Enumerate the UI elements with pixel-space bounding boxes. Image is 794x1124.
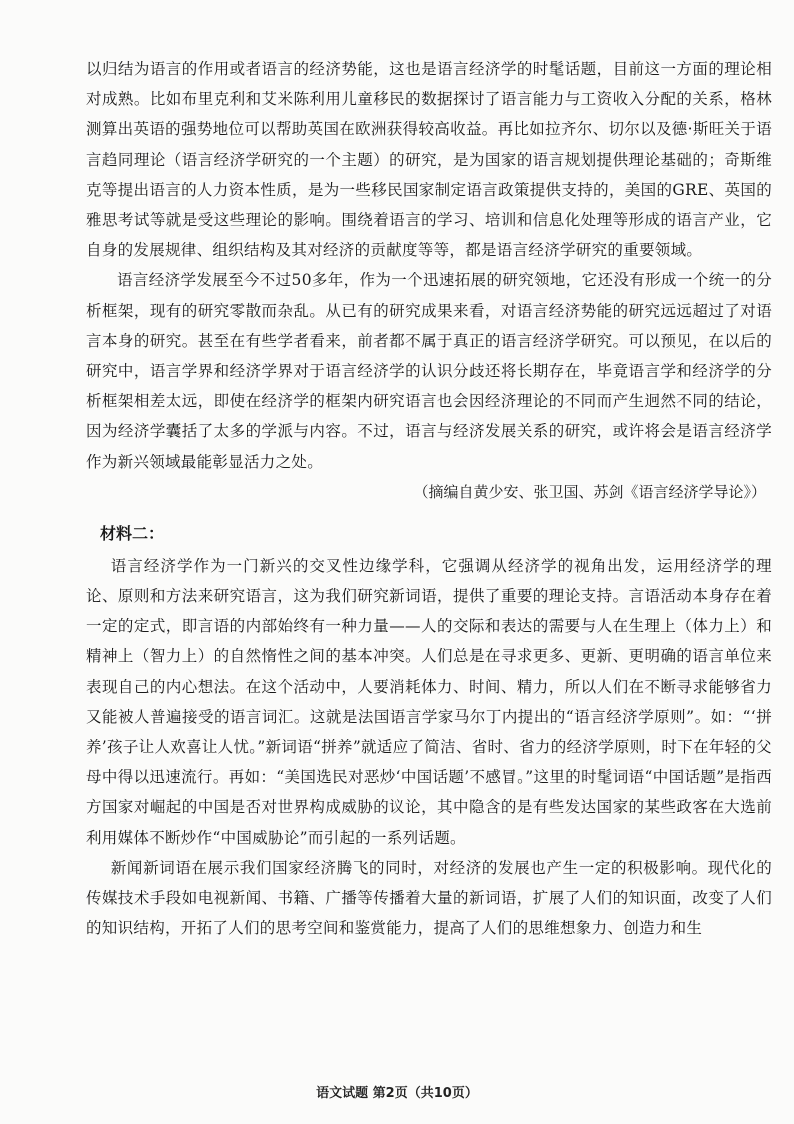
paragraph-material2-news-words: 新闻新词语在展示我们国家经济腾飞的同时，对经济的发展也产生一定的积极影响。现代化的传媒技术手段如电视新闻、书籍、广播等传播着大量的新词语，扩展了人们的知识面，改变了人们的知识结构，开拓了人们的思考空间和鉴赏能力，提高了人们的思维想象力、创造力和生 xyxy=(86,858,772,938)
section-heading-material2: 材料二： xyxy=(100,523,165,543)
page-footer: 语文试题 第2页（共10页） xyxy=(316,1086,478,1101)
source-citation: （摘编自黄少安、张卫国、苏剑《语言经济学导论》） xyxy=(413,482,766,501)
paragraph-material2-intro: 语言经济学作为一门新兴的交叉性边缘学科，它强调从经济学的视角出发，运用经济学的理论、原则和方法来研究语言，这为我们研究新词语，提供了重要的理论支持。言语活动本身存在着一定的定式，即言语的内部始终有一种力量——人的交际和表达的需要与人在生理上（体力上）和精神上（智力上）的自然惰性之间的基本冲突。人们总是在寻求更多、更新、更明确的语言单位来表现自己的内心想法。在这个活动中，人要消耗体力、时间、精力，所以人们在不断寻求能够省力又能被人普遍接受的语言词汇。这就是法国语言学家马尔丁内提出的“语言经济学原则”。如：“‘拼养’孩子让人欢喜让人忧。”新词语“拼养”就适应了简洁、省时、省力的经济学原则，时下在年轻的父母中得以迅速流行。再如：“美国选民对恶炒‘中国话题’不感冒。”这里的时髦词语“中国话题”是指西方国家对崛起的中国是否对世界构成威胁的议论，其中隐含的是有些发达国家的某些政客在大选前利用媒体不断炒作“中国威胁论”而引起的一系列话题。 xyxy=(86,556,772,847)
paragraph-material1-continued: 以归结为语言的作用或者语言的经济势能，这也是语言经济学的时髦话题，目前这一方面的理论相对成熟。比如布里克利和艾米陈利用儿童移民的数据探讨了语言能力与工资收入分配的关系，格林测算出英语的强势地位可以帮助英国在欧洲获得较高收益。再比如拉齐尔、切尔以及德·斯旺关于语言趋同理论（语言经济学研究的一个主题）的研究，是为国家的语言规划提供理论基础的；奇斯维克等提出语言的人力资本性质，是为一些移民国家制定语言政策提供支持的，美国的GRE、英国的雅思考试等就是受这些理论的影响。围绕着语言的学习、培训和信息化处理等形成的语言产业，它自身的发展规律、组织结构及其对经济的贡献度等等，都是语言经济学研究的重要领域。 xyxy=(86,60,772,260)
page-content xyxy=(86,54,772,943)
paragraph-material1-development: 语言经济学发展至今不过50多年，作为一个迅速拓展的研究领地，它还没有形成一个统一的分析框架，现有的研究零散而杂乱。从已有的研究成果来看，对语言经济势能的研究远远超过了对语言本身的研究。甚至在有些学者看来，前者都不属于真正的语言经济学研究。可以预见，在以后的研究中，语言学界和经济学界对于语言经济学的认识分歧还将长期存在，毕竟语言学和经济学的分析框架相差太远，即使在经济学的框架内研究语言也会因经济理论的不同而产生迥然不同的结论，因为经济学囊括了太多的学派与内容。不过，语言与经济发展关系的研究，或许将会是语言经济学作为新兴领域最能彰显活力之处。 xyxy=(86,271,772,471)
